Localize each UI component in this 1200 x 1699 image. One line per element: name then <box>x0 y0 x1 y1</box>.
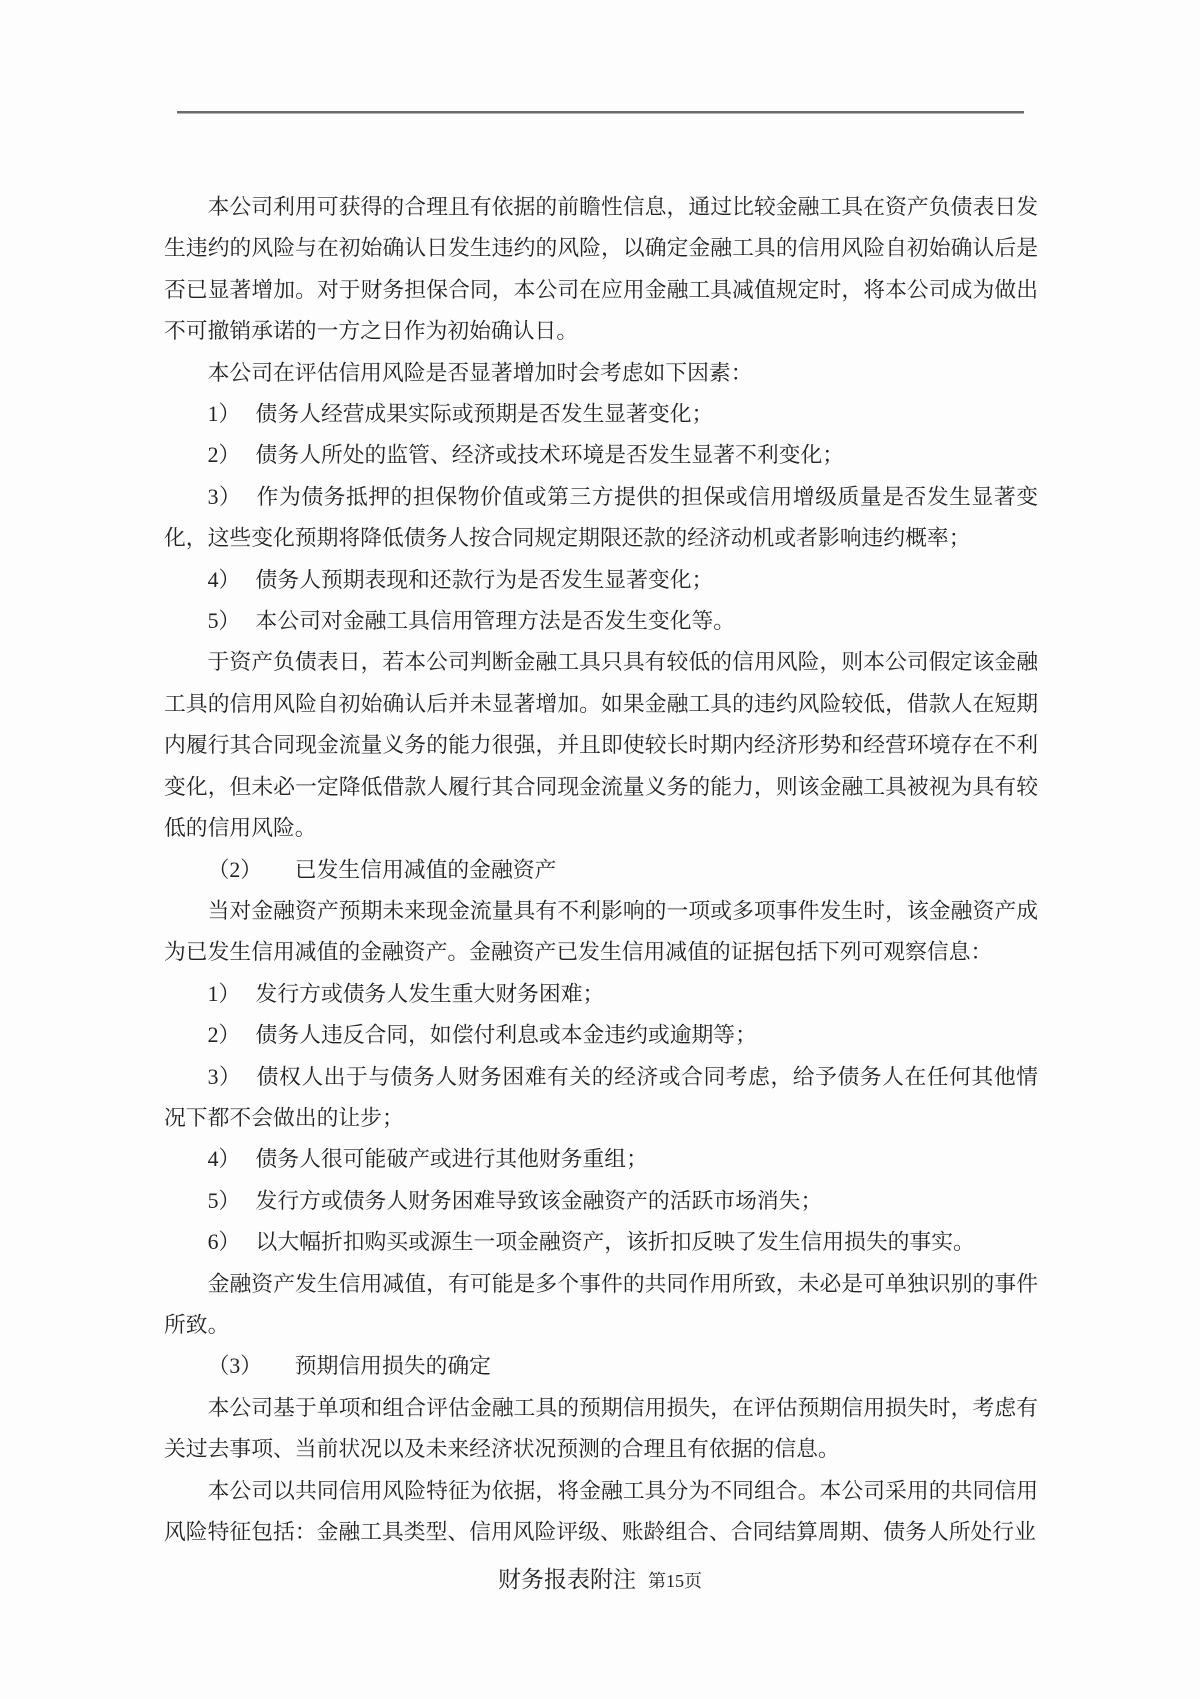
numbered-item <box>164 560 1038 601</box>
item-number: 1） <box>207 981 241 1006</box>
item-number: （2） <box>207 857 263 882</box>
item-text: 债务人所处的监管、经济或技术环境是否发生显著不利变化； <box>255 443 845 468</box>
footer-title: 财务报表附注 <box>498 1567 636 1592</box>
header-rule <box>177 111 1024 114</box>
item-text: 作为债务抵押的担保物价值或第三方提供的担保或信用增级质量是否发生显著变化，这些变化预期将降低债务人按合同规定期限还款的经济动机或者影响违约概率； <box>164 484 1038 551</box>
numbered-item <box>164 1057 1038 1140</box>
item-number: 6） <box>207 1230 241 1255</box>
item-number: 1） <box>207 402 241 427</box>
footer-page-number: 第15页 <box>648 1571 702 1591</box>
numbered-item <box>164 1222 1038 1263</box>
item-text: 债务人很可能破产或进行其他财务重组； <box>255 1147 648 1172</box>
paragraph: 于资产负债表日，若本公司判断金融工具只具有较低的信用风险，则本公司假定该金融工具的信用风险自初始确认后并未显著增加。如果金融工具的违约风险较低，借款人在短期内履行其合同现金流量义务的能力很强，并且即使较长时期内经济形势和经营环境存在不利变化，但未必一定降低借款人履行其合同现金流量义务的能力，则该金融工具被视为具有较低的信用风险。 <box>164 650 1038 841</box>
item-text: 债务人预期表现和还款行为是否发生显著变化； <box>255 567 714 592</box>
item-text: 债务人经营成果实际或预期是否发生显著变化； <box>255 402 714 427</box>
paragraph: 本公司以共同信用风险特征为依据，将金融工具分为不同组合。本公司采用的共同信用风险特征包括：金融工具类型、信用风险评级、账龄组合、合同结算周期、债务人所处行业 <box>164 1478 1038 1544</box>
numbered-item <box>164 1015 1038 1056</box>
page-footer <box>0 1561 1200 1594</box>
item-text: 发行方或债务人财务困难导致该金融资产的活跃市场消失； <box>255 1188 823 1213</box>
item-text: 债务人违反合同，如偿付利息或本金违约或逾期等； <box>255 1023 757 1048</box>
item-number: 2） <box>207 1023 241 1048</box>
item-text: 已发生信用减值的金融资产 <box>294 857 557 882</box>
numbered-item <box>164 477 1038 560</box>
numbered-item <box>164 1181 1038 1222</box>
item-text: 债权人出于与债务人财务困难有关的经济或合同考虑，给予债务人在任何其他情况下都不会做出的让步； <box>164 1064 1038 1130</box>
section-heading <box>164 850 1038 891</box>
section-heading <box>164 1346 1038 1387</box>
numbered-item <box>164 601 1038 642</box>
numbered-item <box>164 974 1038 1015</box>
numbered-item <box>164 1139 1038 1180</box>
item-text: 预期信用损失的确定 <box>294 1354 491 1379</box>
item-text: 本公司对金融工具信用管理方法是否发生变化等。 <box>255 609 736 634</box>
item-number: 5） <box>207 1188 241 1213</box>
item-number: （3） <box>207 1354 263 1379</box>
paragraph: 当对金融资产预期未来现金流量具有不利影响的一项或多项事件发生时，该金融资产成为已发生信用减值的金融资产。金融资产已发生信用减值的证据包括下列可观察信息： <box>164 898 1038 965</box>
item-number: 5） <box>207 609 241 634</box>
paragraph: 本公司在评估信用风险是否显著增加时会考虑如下因素： <box>207 360 753 385</box>
paragraph: 本公司利用可获得的合理且有依据的前瞻性信息，通过比较金融工具在资产负债表日发生违约的风险与在初始确认日发生违约的风险，以确定金融工具的信用风险自初始确认后是否已显著增加。对于财务担保合同，本公司在应用金融工具减值规定时，将本公司成为做出不可撤销承诺的一方之日作为初始确认日。 <box>164 195 1038 344</box>
item-number: 3） <box>207 1064 242 1089</box>
paragraph: 金融资产发生信用减值，有可能是多个事件的共同作用所致，未必是可单独识别的事件所致。 <box>164 1271 1038 1337</box>
item-number: 4） <box>207 1147 241 1172</box>
numbered-item <box>164 435 1038 476</box>
item-text: 发行方或债务人发生重大财务困难； <box>255 981 605 1006</box>
item-number: 2） <box>207 443 241 468</box>
item-number: 4） <box>207 567 241 592</box>
paragraph: 本公司基于单项和组合评估金融工具的预期信用损失，在评估预期信用损失时，考虑有关过去事项、当前状况以及未来经济状况预测的合理且有依据的信息。 <box>164 1395 1038 1462</box>
item-number: 3） <box>207 484 242 509</box>
numbered-item <box>164 394 1038 435</box>
document-body <box>164 187 1038 1553</box>
item-text: 以大幅折扣购买或源生一项金融资产，该折扣反映了发生信用损失的事实。 <box>255 1230 975 1255</box>
